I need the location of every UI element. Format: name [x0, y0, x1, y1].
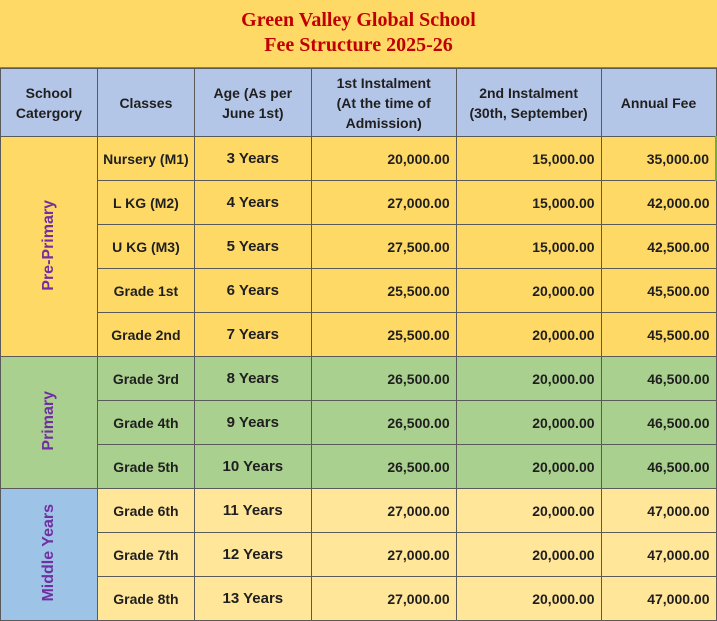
table-row — [1, 137, 717, 181]
class-cell: Grade 7th — [97, 533, 194, 577]
class-cell: Grade 1st — [97, 269, 194, 313]
table-row — [1, 445, 717, 489]
age-cell: 4 Years — [194, 181, 311, 225]
first-instalment-cell: 25,500.00 — [311, 313, 456, 357]
first-instalment-cell: 25,500.00 — [311, 269, 456, 313]
class-cell: Nursery (M1) — [97, 137, 194, 181]
header-row — [1, 69, 717, 137]
header-annual-label: Annual Fee — [620, 94, 697, 111]
annual-fee-cell: 47,000.00 — [601, 489, 716, 533]
annual-fee-cell: 46,500.00 — [601, 445, 716, 489]
first-instalment-cell: 26,500.00 — [311, 445, 456, 489]
table-row — [1, 269, 717, 313]
first-instalment-cell: 20,000.00 — [311, 137, 456, 181]
age-cell: 7 Years — [194, 313, 311, 357]
class-cell: Grade 2nd — [97, 313, 194, 357]
class-cell: L KG (M2) — [97, 181, 194, 225]
second-instalment-cell: 20,000.00 — [456, 401, 601, 445]
header-age-line2: June 1st) — [222, 104, 284, 121]
fee-structure-title: Fee Structure 2025-26 — [264, 34, 453, 56]
annual-fee-cell: 35,000.00 — [601, 137, 716, 181]
category-label: Pre-Primary — [39, 199, 57, 291]
first-instalment-cell: 27,000.00 — [311, 577, 456, 621]
header-first-line3: Admission) — [345, 114, 422, 131]
first-instalment-cell: 27,500.00 — [311, 225, 456, 269]
header-school-category — [1, 69, 98, 137]
annual-fee-cell: 45,500.00 — [601, 269, 716, 313]
second-instalment-cell: 20,000.00 — [456, 489, 601, 533]
second-instalment-cell: 20,000.00 — [456, 313, 601, 357]
header-classes-label: Classes — [119, 94, 173, 111]
school-name: Green Valley Global School — [241, 9, 476, 31]
second-instalment-cell: 20,000.00 — [456, 269, 601, 313]
table-row — [1, 401, 717, 445]
annual-fee-cell: 46,500.00 — [601, 401, 716, 445]
category-pre-primary — [1, 137, 98, 357]
age-cell: 8 Years — [194, 357, 311, 401]
table-row — [1, 181, 717, 225]
second-instalment-cell: 20,000.00 — [456, 533, 601, 577]
table-row — [1, 533, 717, 577]
first-instalment-cell: 26,500.00 — [311, 357, 456, 401]
second-instalment-cell: 15,000.00 — [456, 225, 601, 269]
annual-fee-cell: 42,500.00 — [601, 225, 716, 269]
class-cell: Grade 8th — [97, 577, 194, 621]
second-instalment-cell: 20,000.00 — [456, 445, 601, 489]
class-cell: Grade 5th — [97, 445, 194, 489]
annual-fee-cell: 46,500.00 — [601, 357, 716, 401]
header-second-instalment — [456, 69, 601, 137]
first-instalment-cell: 27,000.00 — [311, 533, 456, 577]
class-cell: Grade 4th — [97, 401, 194, 445]
header-first-line1: 1st Instalment — [336, 74, 431, 91]
header-category-line1: School — [25, 84, 73, 101]
page-title — [0, 0, 717, 68]
class-cell: Grade 3rd — [97, 357, 194, 401]
category-label: Middle Years — [39, 504, 57, 602]
header-first-line2: (At the time of — [336, 94, 431, 111]
second-instalment-cell: 15,000.00 — [456, 181, 601, 225]
header-second-line1: 2nd Instalment — [479, 84, 578, 101]
header-first-instalment — [311, 69, 456, 137]
table-row — [1, 313, 717, 357]
annual-fee-cell: 45,500.00 — [601, 313, 716, 357]
second-instalment-cell: 20,000.00 — [456, 357, 601, 401]
annual-fee-cell: 47,000.00 — [601, 533, 716, 577]
annual-fee-cell: 47,000.00 — [601, 577, 716, 621]
table-row — [1, 489, 717, 533]
header-second-line2: (30th, September) — [469, 104, 588, 121]
class-cell: U KG (M3) — [97, 225, 194, 269]
class-cell: Grade 6th — [97, 489, 194, 533]
table-row — [1, 357, 717, 401]
category-label: Primary — [39, 391, 57, 451]
second-instalment-cell: 20,000.00 — [456, 577, 601, 621]
age-cell: 3 Years — [194, 137, 311, 181]
category-primary — [1, 357, 98, 489]
first-instalment-cell: 26,500.00 — [311, 401, 456, 445]
age-cell: 13 Years — [194, 577, 311, 621]
annual-fee-cell: 42,000.00 — [601, 181, 716, 225]
header-category-line2: Catergory — [15, 104, 83, 121]
age-cell: 12 Years — [194, 533, 311, 577]
age-cell: 9 Years — [194, 401, 311, 445]
header-age-line1: Age (As per — [213, 84, 293, 101]
first-instalment-cell: 27,000.00 — [311, 489, 456, 533]
age-cell: 5 Years — [194, 225, 311, 269]
category-middle-years — [1, 489, 98, 621]
second-instalment-cell: 15,000.00 — [456, 137, 601, 181]
fee-table — [0, 68, 717, 621]
age-cell: 11 Years — [194, 489, 311, 533]
table-row — [1, 577, 717, 621]
header-classes — [97, 69, 194, 137]
header-age — [194, 69, 311, 137]
first-instalment-cell: 27,000.00 — [311, 181, 456, 225]
table-row — [1, 225, 717, 269]
age-cell: 6 Years — [194, 269, 311, 313]
header-annual-fee — [601, 69, 716, 137]
age-cell: 10 Years — [194, 445, 311, 489]
